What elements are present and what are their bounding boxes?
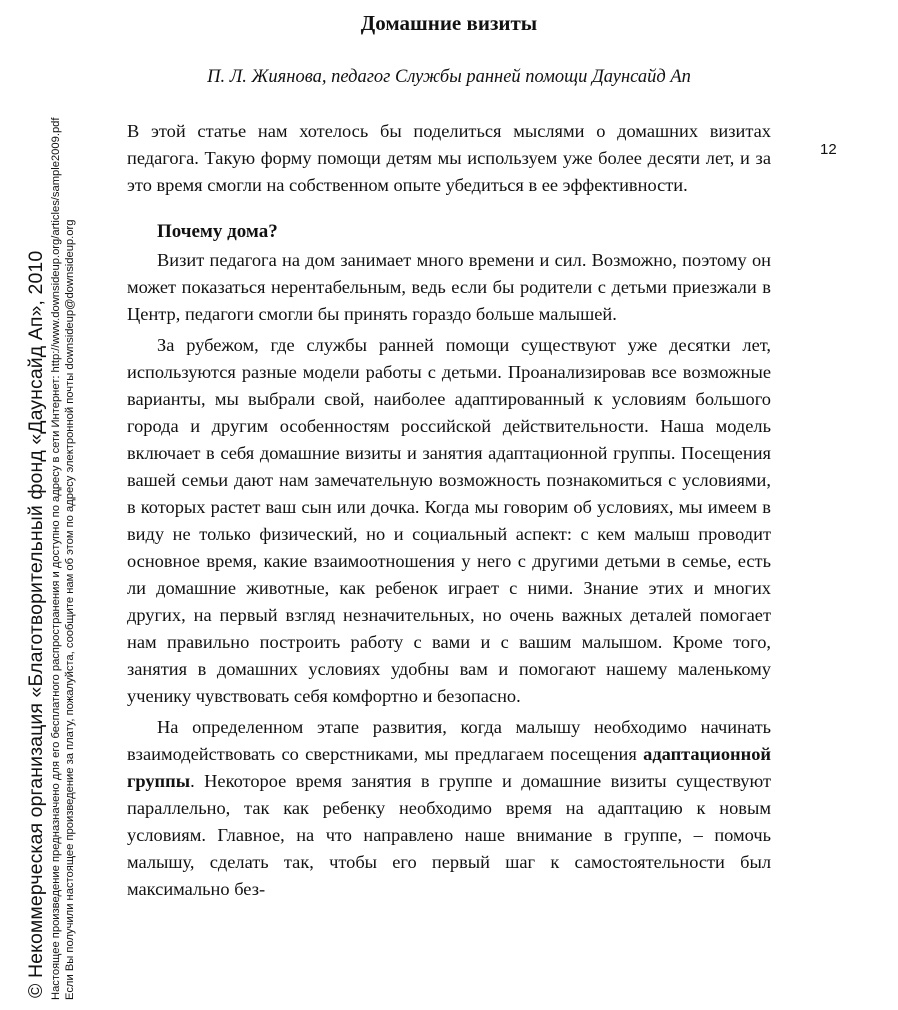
- paragraph-3-bold-term: адаптационной группы: [127, 744, 771, 791]
- article-title: Домашние визиты: [360, 11, 538, 35]
- article-author: П. Л. Жиянова, педагог Службы ранней помощи Даунсайд Ап: [207, 67, 691, 87]
- payment-notice: Если Вы получили настоящее произведение за плату, пожалуйста, сообщите нам об этом по адресу электронной почты downsideup@downsideup.org: [64, 219, 76, 1000]
- distribution-notice: Настоящее произведение предназначено для его бесплатного распространения и доступно по адресу в сети Интернет: http://www.downsideup.org/articles/sample2009.pdf: [50, 117, 62, 1000]
- section-heading: Почему дома?: [157, 221, 278, 242]
- intro-paragraph: В этой статье нам хотелось бы поделиться мыслями о домашних визитах педагога. Такую форму помощи детям мы используем уже более десяти лет, и за это время смогли на собственном опыте убедиться в ее эффективности.: [127, 121, 771, 195]
- body-paragraph-3: [127, 714, 771, 903]
- paragraph-3-start: На определенном этапе развития, когда малышу необходимо начинать взаимодействовать со сверстниками, мы предлагаем посещения: [127, 717, 771, 764]
- paragraph-3-end: . Некоторое время занятия в группе и домашние визиты существуют параллельно, так как ребенку необходимо время на адаптацию к новым условиям. Главное, на что направлено наше внимание в группе, – помочь малышу, сделать так, чтобы его первый шаг к самостоятельности был максимально без-: [127, 771, 771, 899]
- article-body: [127, 118, 771, 907]
- body-paragraph-1: Визит педагога на дом занимает много времени и сил. Возможно, поэтому он может показаться нерентабельным, ведь если бы родители с детьми приезжали в Центр, педагоги смогли бы принять гораздо больше малышей.: [127, 250, 771, 324]
- copyright-line: © Некоммерческая организация «Благотворительный фонд «Даунсайд Ап», 2010: [25, 250, 47, 998]
- body-paragraph-2: За рубежом, где службы ранней помощи существуют уже десятки лет, используются разные модели работы с детьми. Проанализировав все возможные варианты, мы выбрали свой, наиболее адаптированный к условиям большого города и другим особенностям российской действительности. Наша модель включает в себя домашние визиты и занятия адаптационной группы. Посещения вашей семьи дают нам замечательную возможность познакомиться с условиями, в которых растет ваш сын или дочка. Когда мы говорим об условиях, мы имеем в виду не только физический, но и социальный аспект: с кем малыш проводит основное время, какие взаимоотношения у него с другими детьми в семье, есть ли домашние животные, как ребенок играет с ними. Знание этих и многих других, на первый взгляд незначительных, но очень важных деталей помогает нам правильно построить работу с вами и с вашим малышом. Кроме того, занятия в домашних условиях удобны вам и помогают нашему маленькому ученику чувствовать себя комфортно и безопасно.: [127, 335, 771, 706]
- page-number: 12: [820, 141, 837, 158]
